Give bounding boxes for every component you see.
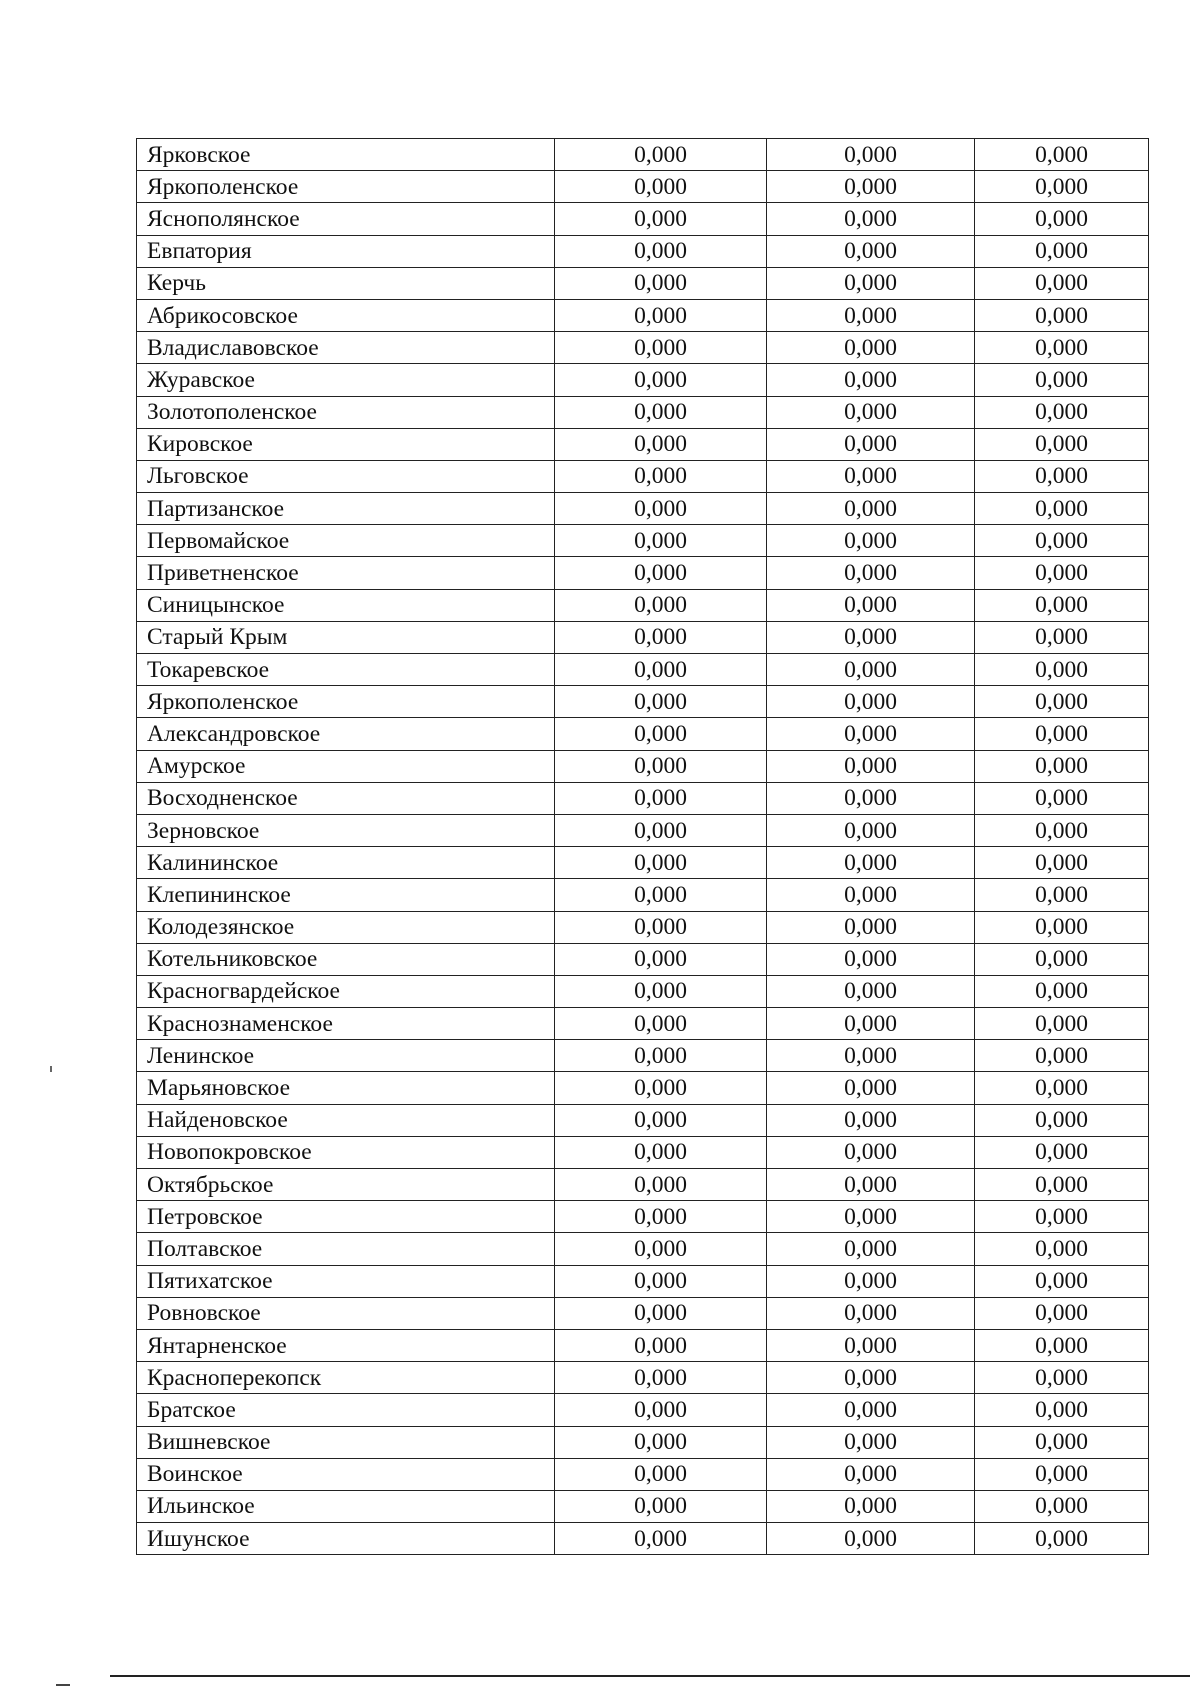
value-cell-3: 0,000 (975, 1104, 1149, 1136)
footer-rule (110, 1675, 1190, 1677)
value-cell-1: 0,000 (555, 718, 767, 750)
value-cell-2: 0,000 (767, 1072, 975, 1104)
value-cell-3: 0,000 (975, 1136, 1149, 1168)
value-cell-1: 0,000 (555, 139, 767, 171)
settlement-name-cell: Абрикосовское (137, 299, 555, 331)
settlement-name-cell: Красногвардейское (137, 975, 555, 1007)
settlement-name-cell: Владиславовское (137, 332, 555, 364)
value-cell-3: 0,000 (975, 1297, 1149, 1329)
table-row (137, 911, 1149, 943)
value-cell-3: 0,000 (975, 654, 1149, 686)
value-cell-3: 0,000 (975, 235, 1149, 267)
value-cell-2: 0,000 (767, 718, 975, 750)
value-cell-1: 0,000 (555, 364, 767, 396)
value-cell-3: 0,000 (975, 911, 1149, 943)
value-cell-3: 0,000 (975, 782, 1149, 814)
table-row (137, 621, 1149, 653)
value-cell-3: 0,000 (975, 1458, 1149, 1490)
value-cell-3: 0,000 (975, 879, 1149, 911)
value-cell-1: 0,000 (555, 460, 767, 492)
value-cell-1: 0,000 (555, 493, 767, 525)
value-cell-1: 0,000 (555, 621, 767, 653)
settlement-name-cell: Октябрьское (137, 1169, 555, 1201)
value-cell-3: 0,000 (975, 621, 1149, 653)
value-cell-3: 0,000 (975, 1265, 1149, 1297)
value-cell-3: 0,000 (975, 299, 1149, 331)
value-cell-3: 0,000 (975, 1362, 1149, 1394)
value-cell-3: 0,000 (975, 493, 1149, 525)
value-cell-3: 0,000 (975, 1169, 1149, 1201)
value-cell-3: 0,000 (975, 171, 1149, 203)
table-row (137, 1523, 1149, 1555)
table-row (137, 1072, 1149, 1104)
table-row (137, 428, 1149, 460)
value-cell-1: 0,000 (555, 428, 767, 460)
value-cell-3: 0,000 (975, 943, 1149, 975)
value-cell-2: 0,000 (767, 782, 975, 814)
value-cell-3: 0,000 (975, 1040, 1149, 1072)
value-cell-2: 0,000 (767, 686, 975, 718)
table-row (137, 171, 1149, 203)
value-cell-3: 0,000 (975, 1523, 1149, 1555)
value-cell-1: 0,000 (555, 1523, 767, 1555)
table-row (137, 1394, 1149, 1426)
table-row (137, 460, 1149, 492)
settlement-name-cell: Ярковское (137, 139, 555, 171)
table-row (137, 203, 1149, 235)
table-row (137, 847, 1149, 879)
value-cell-1: 0,000 (555, 171, 767, 203)
value-cell-1: 0,000 (555, 750, 767, 782)
value-cell-1: 0,000 (555, 1426, 767, 1458)
value-cell-3: 0,000 (975, 203, 1149, 235)
settlement-name-cell: Журавское (137, 364, 555, 396)
value-cell-2: 0,000 (767, 1329, 975, 1361)
table-row (137, 782, 1149, 814)
settlement-name-cell: Приветненское (137, 557, 555, 589)
value-cell-3: 0,000 (975, 1072, 1149, 1104)
value-cell-3: 0,000 (975, 396, 1149, 428)
table-row (137, 1426, 1149, 1458)
value-cell-3: 0,000 (975, 557, 1149, 589)
value-cell-2: 0,000 (767, 1136, 975, 1168)
table-row (137, 1136, 1149, 1168)
value-cell-2: 0,000 (767, 203, 975, 235)
settlement-name-cell: Марьяновское (137, 1072, 555, 1104)
value-cell-3: 0,000 (975, 750, 1149, 782)
settlement-name-cell: Вишневское (137, 1426, 555, 1458)
value-cell-3: 0,000 (975, 1233, 1149, 1265)
value-cell-1: 0,000 (555, 396, 767, 428)
scan-speck (50, 1066, 52, 1072)
settlement-name-cell: Краснознаменское (137, 1008, 555, 1040)
table-row (137, 1490, 1149, 1522)
value-cell-1: 0,000 (555, 1458, 767, 1490)
value-cell-3: 0,000 (975, 1490, 1149, 1522)
settlement-name-cell: Янтарненское (137, 1329, 555, 1361)
settlement-name-cell: Токаревское (137, 654, 555, 686)
value-cell-2: 0,000 (767, 1040, 975, 1072)
settlement-name-cell: Евпатория (137, 235, 555, 267)
value-cell-1: 0,000 (555, 1329, 767, 1361)
value-cell-1: 0,000 (555, 911, 767, 943)
settlement-name-cell: Синицынское (137, 589, 555, 621)
settlement-name-cell: Партизанское (137, 493, 555, 525)
value-cell-2: 0,000 (767, 299, 975, 331)
settlement-name-cell: Воинское (137, 1458, 555, 1490)
settlement-name-cell: Петровское (137, 1201, 555, 1233)
value-cell-1: 0,000 (555, 235, 767, 267)
settlement-name-cell: Керчь (137, 267, 555, 299)
settlement-name-cell: Александровское (137, 718, 555, 750)
value-cell-3: 0,000 (975, 686, 1149, 718)
value-cell-1: 0,000 (555, 332, 767, 364)
value-cell-1: 0,000 (555, 654, 767, 686)
table-row (137, 1104, 1149, 1136)
value-cell-1: 0,000 (555, 847, 767, 879)
settlement-name-cell: Ленинское (137, 1040, 555, 1072)
settlement-name-cell: Старый Крым (137, 621, 555, 653)
value-cell-3: 0,000 (975, 1008, 1149, 1040)
settlement-name-cell: Золотополенское (137, 396, 555, 428)
value-cell-2: 0,000 (767, 1008, 975, 1040)
value-cell-2: 0,000 (767, 1426, 975, 1458)
value-cell-2: 0,000 (767, 493, 975, 525)
value-cell-2: 0,000 (767, 1523, 975, 1555)
value-cell-1: 0,000 (555, 814, 767, 846)
value-cell-3: 0,000 (975, 525, 1149, 557)
value-cell-3: 0,000 (975, 1329, 1149, 1361)
value-cell-2: 0,000 (767, 654, 975, 686)
value-cell-2: 0,000 (767, 750, 975, 782)
table-row (137, 654, 1149, 686)
value-cell-1: 0,000 (555, 1233, 767, 1265)
value-cell-1: 0,000 (555, 1008, 767, 1040)
value-cell-1: 0,000 (555, 1169, 767, 1201)
table-row (137, 1233, 1149, 1265)
table-row (137, 718, 1149, 750)
value-cell-2: 0,000 (767, 943, 975, 975)
value-cell-3: 0,000 (975, 364, 1149, 396)
settlement-name-cell: Ровновское (137, 1297, 555, 1329)
table-row (137, 1362, 1149, 1394)
value-cell-3: 0,000 (975, 847, 1149, 879)
value-cell-1: 0,000 (555, 1265, 767, 1297)
value-cell-2: 0,000 (767, 396, 975, 428)
settlement-name-cell: Яснополянское (137, 203, 555, 235)
value-cell-1: 0,000 (555, 1040, 767, 1072)
table-row (137, 1201, 1149, 1233)
value-cell-2: 0,000 (767, 847, 975, 879)
value-cell-3: 0,000 (975, 814, 1149, 846)
value-cell-1: 0,000 (555, 1297, 767, 1329)
data-table (136, 138, 1149, 1555)
value-cell-1: 0,000 (555, 1136, 767, 1168)
settlement-name-cell: Яркополенское (137, 686, 555, 718)
value-cell-2: 0,000 (767, 364, 975, 396)
table-row (137, 525, 1149, 557)
settlement-name-cell: Колодезянское (137, 911, 555, 943)
settlement-name-cell: Яркополенское (137, 171, 555, 203)
value-cell-1: 0,000 (555, 879, 767, 911)
value-cell-2: 0,000 (767, 1394, 975, 1426)
value-cell-3: 0,000 (975, 1394, 1149, 1426)
table-row (137, 1008, 1149, 1040)
settlement-name-cell: Калининское (137, 847, 555, 879)
value-cell-2: 0,000 (767, 235, 975, 267)
value-cell-2: 0,000 (767, 1265, 975, 1297)
table-body (137, 139, 1149, 1555)
value-cell-2: 0,000 (767, 975, 975, 1007)
value-cell-2: 0,000 (767, 589, 975, 621)
value-cell-2: 0,000 (767, 1169, 975, 1201)
value-cell-2: 0,000 (767, 267, 975, 299)
value-cell-3: 0,000 (975, 139, 1149, 171)
settlement-name-cell: Амурское (137, 750, 555, 782)
settlement-name-cell: Первомайское (137, 525, 555, 557)
value-cell-2: 0,000 (767, 557, 975, 589)
value-cell-2: 0,000 (767, 460, 975, 492)
value-cell-3: 0,000 (975, 460, 1149, 492)
value-cell-2: 0,000 (767, 1362, 975, 1394)
value-cell-3: 0,000 (975, 1426, 1149, 1458)
value-cell-3: 0,000 (975, 428, 1149, 460)
settlement-name-cell: Льговское (137, 460, 555, 492)
table-row (137, 557, 1149, 589)
value-cell-2: 0,000 (767, 1201, 975, 1233)
settlement-name-cell: Кировское (137, 428, 555, 460)
settlement-name-cell: Найденовское (137, 1104, 555, 1136)
value-cell-3: 0,000 (975, 589, 1149, 621)
value-cell-1: 0,000 (555, 525, 767, 557)
table-row (137, 1458, 1149, 1490)
settlement-name-cell: Пятихатское (137, 1265, 555, 1297)
settlement-name-cell: Котельниковское (137, 943, 555, 975)
table-row (137, 1040, 1149, 1072)
value-cell-3: 0,000 (975, 332, 1149, 364)
value-cell-1: 0,000 (555, 267, 767, 299)
value-cell-1: 0,000 (555, 1490, 767, 1522)
value-cell-1: 0,000 (555, 686, 767, 718)
table-row (137, 686, 1149, 718)
table-row (137, 493, 1149, 525)
table-row (137, 332, 1149, 364)
table-row (137, 235, 1149, 267)
value-cell-1: 0,000 (555, 1104, 767, 1136)
table-row (137, 1169, 1149, 1201)
table-row (137, 814, 1149, 846)
value-cell-2: 0,000 (767, 332, 975, 364)
settlement-name-cell: Зерновское (137, 814, 555, 846)
value-cell-1: 0,000 (555, 589, 767, 621)
table-row (137, 139, 1149, 171)
table-row (137, 1329, 1149, 1361)
value-cell-2: 0,000 (767, 1297, 975, 1329)
value-cell-1: 0,000 (555, 975, 767, 1007)
settlement-name-cell: Красноперекопск (137, 1362, 555, 1394)
value-cell-2: 0,000 (767, 1490, 975, 1522)
value-cell-1: 0,000 (555, 943, 767, 975)
table-row (137, 1297, 1149, 1329)
settlement-name-cell: Клепининское (137, 879, 555, 911)
settlement-name-cell: Новопокровское (137, 1136, 555, 1168)
settlement-name-cell: Восходненское (137, 782, 555, 814)
value-cell-1: 0,000 (555, 1072, 767, 1104)
value-cell-1: 0,000 (555, 557, 767, 589)
value-cell-2: 0,000 (767, 1104, 975, 1136)
value-cell-1: 0,000 (555, 1394, 767, 1426)
value-cell-2: 0,000 (767, 525, 975, 557)
value-cell-3: 0,000 (975, 267, 1149, 299)
table-row (137, 879, 1149, 911)
value-cell-2: 0,000 (767, 428, 975, 460)
value-cell-2: 0,000 (767, 1458, 975, 1490)
value-cell-3: 0,000 (975, 975, 1149, 1007)
value-cell-2: 0,000 (767, 911, 975, 943)
value-cell-2: 0,000 (767, 1233, 975, 1265)
value-cell-1: 0,000 (555, 299, 767, 331)
table-row (137, 750, 1149, 782)
settlement-name-cell: Ильинское (137, 1490, 555, 1522)
value-cell-1: 0,000 (555, 1201, 767, 1233)
table-row (137, 299, 1149, 331)
value-cell-2: 0,000 (767, 139, 975, 171)
value-cell-2: 0,000 (767, 814, 975, 846)
settlement-name-cell: Полтавское (137, 1233, 555, 1265)
value-cell-2: 0,000 (767, 621, 975, 653)
settlement-name-cell: Ишунское (137, 1523, 555, 1555)
value-cell-2: 0,000 (767, 171, 975, 203)
value-cell-3: 0,000 (975, 1201, 1149, 1233)
table-row (137, 975, 1149, 1007)
table-row (137, 267, 1149, 299)
value-cell-1: 0,000 (555, 782, 767, 814)
table-row (137, 589, 1149, 621)
table-row (137, 396, 1149, 428)
table-row (137, 364, 1149, 396)
value-cell-2: 0,000 (767, 879, 975, 911)
value-cell-1: 0,000 (555, 203, 767, 235)
table-row (137, 1265, 1149, 1297)
table-row (137, 943, 1149, 975)
value-cell-3: 0,000 (975, 718, 1149, 750)
value-cell-1: 0,000 (555, 1362, 767, 1394)
settlement-name-cell: Братское (137, 1394, 555, 1426)
